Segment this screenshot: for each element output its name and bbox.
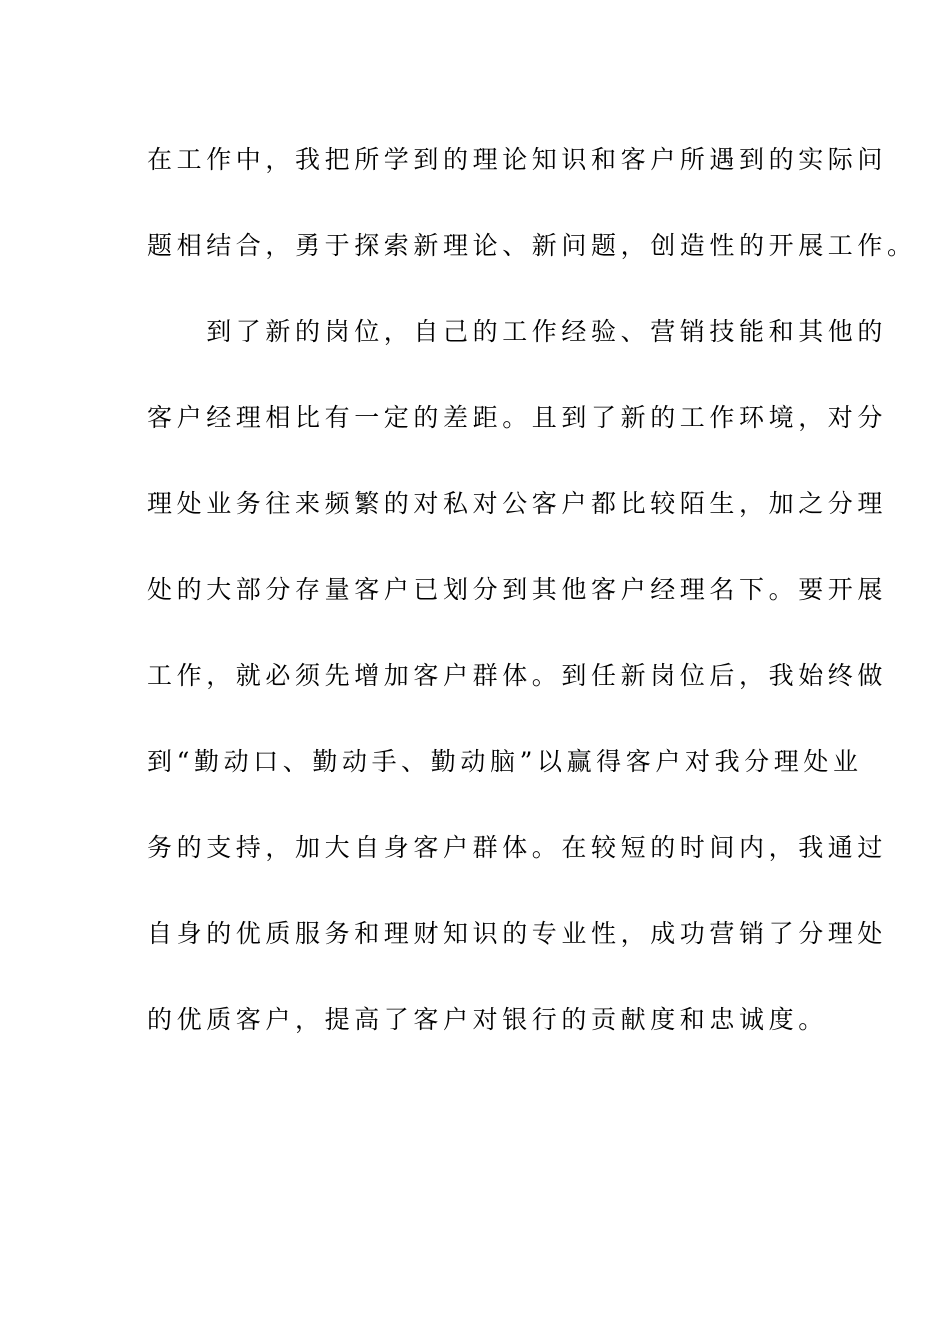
- text-line: 客户经理相比有一定的差距。且到了新的工作环境，对分: [147, 403, 888, 432]
- text-line: 到了新的岗位，自己的工作经验、营销技能和其他的: [147, 317, 888, 346]
- text-line: 自身的优质服务和理财知识的专业性，成功营销了分理处: [147, 919, 888, 948]
- text-line: 题相结合，勇于探索新理论、新问题，创造性的开展工作。: [147, 231, 917, 260]
- text-line: 的优质客户，提高了客户对银行的贡献度和忠诚度。: [147, 1005, 828, 1034]
- text-line: 工作，就必须先增加客户群体。到任新岗位后，我始终做: [147, 661, 888, 690]
- body-text: [147, 130, 917, 1076]
- text-line: 务的支持，加大自身客户群体。在较短的时间内，我通过: [147, 833, 888, 862]
- text-line: 处的大部分存量客户已划分到其他客户经理名下。要开展: [147, 575, 888, 604]
- text-line: 在工作中，我把所学到的理论知识和客户所遇到的实际问: [147, 145, 888, 174]
- text-line: 到“勤动口、勤动手、勤动脑”以赢得客户对我分理处业: [147, 747, 863, 776]
- text-line: 理处业务往来频繁的对私对公客户都比较陌生，加之分理: [147, 489, 888, 518]
